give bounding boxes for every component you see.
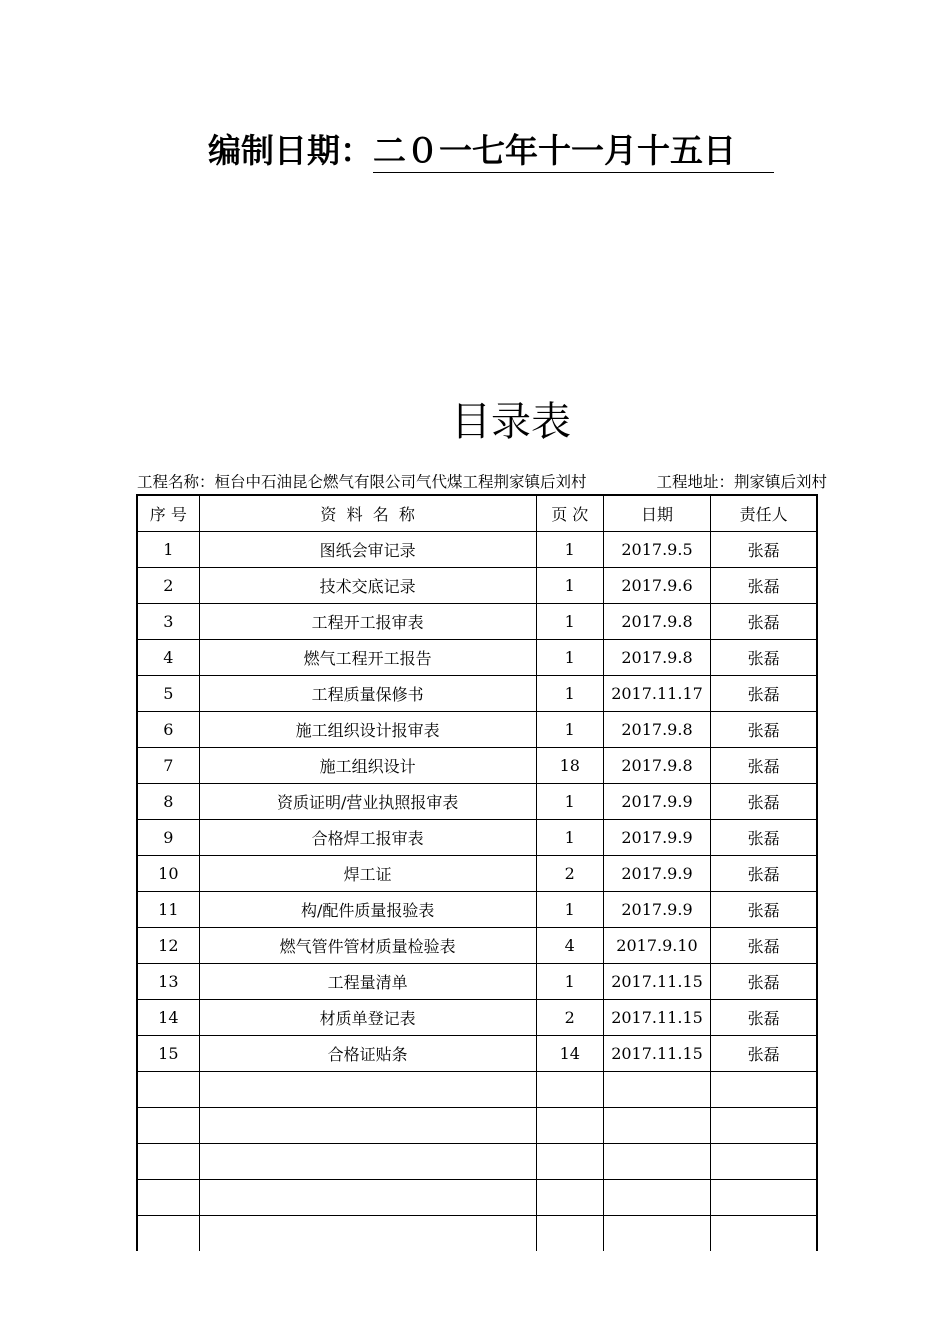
cell-owner: 张磊 xyxy=(711,604,817,640)
cell-owner: 张磊 xyxy=(711,1036,817,1072)
cell-date: 2017.11.15 xyxy=(603,1000,710,1036)
cell-name: 资质证明/营业执照报审表 xyxy=(199,784,536,820)
table-row xyxy=(137,1144,817,1180)
table-row xyxy=(137,1072,817,1108)
cell-date xyxy=(603,1108,710,1144)
project-address xyxy=(656,471,827,493)
cell-pages xyxy=(536,1216,603,1252)
cell-owner xyxy=(711,1216,817,1252)
cell-pages: 18 xyxy=(536,748,603,784)
cell-name: 施工组织设计 xyxy=(199,748,536,784)
cell-owner: 张磊 xyxy=(711,676,817,712)
cell-owner xyxy=(711,1072,817,1108)
cell-date: 2017.9.9 xyxy=(603,820,710,856)
cell-name: 施工组织设计报审表 xyxy=(199,712,536,748)
cell-date xyxy=(603,1180,710,1216)
header-date: 日期 xyxy=(603,495,710,532)
cell-name: 燃气管件管材质量检验表 xyxy=(199,928,536,964)
cell-no: 12 xyxy=(137,928,199,964)
cell-pages: 1 xyxy=(536,568,603,604)
cell-date: 2017.9.6 xyxy=(603,568,710,604)
table-row xyxy=(137,1216,817,1252)
cell-owner: 张磊 xyxy=(711,640,817,676)
cell-name xyxy=(199,1180,536,1216)
compile-date-label: 编制日期： xyxy=(208,131,373,170)
cell-no xyxy=(137,1144,199,1180)
cell-no: 7 xyxy=(137,748,199,784)
cell-date: 2017.9.10 xyxy=(603,928,710,964)
table-row xyxy=(137,784,817,820)
cell-date: 2017.9.8 xyxy=(603,748,710,784)
cell-name: 材质单登记表 xyxy=(199,1000,536,1036)
cell-pages: 1 xyxy=(536,784,603,820)
table-row xyxy=(137,856,817,892)
cell-no: 5 xyxy=(137,676,199,712)
cell-name: 技术交底记录 xyxy=(199,568,536,604)
cell-pages: 1 xyxy=(536,676,603,712)
cell-date xyxy=(603,1072,710,1108)
cell-date: 2017.9.8 xyxy=(603,712,710,748)
cell-name: 图纸会审记录 xyxy=(199,532,536,568)
cell-name: 焊工证 xyxy=(199,856,536,892)
cell-no: 2 xyxy=(137,568,199,604)
table-row xyxy=(137,1108,817,1144)
cell-name: 工程量清单 xyxy=(199,964,536,1000)
cell-pages: 1 xyxy=(536,964,603,1000)
cell-pages xyxy=(536,1108,603,1144)
project-name xyxy=(137,471,587,493)
table-row xyxy=(137,712,817,748)
cell-no: 9 xyxy=(137,820,199,856)
cell-owner: 张磊 xyxy=(711,532,817,568)
cell-no xyxy=(137,1072,199,1108)
header-name: 资 料 名 称 xyxy=(199,495,536,532)
cell-owner xyxy=(711,1144,817,1180)
cell-pages: 2 xyxy=(536,856,603,892)
cell-date: 2017.11.17 xyxy=(603,676,710,712)
table-row xyxy=(137,964,817,1000)
cell-owner: 张磊 xyxy=(711,964,817,1000)
cell-pages: 1 xyxy=(536,820,603,856)
table-row xyxy=(137,1036,817,1072)
cell-no: 8 xyxy=(137,784,199,820)
table-row xyxy=(137,604,817,640)
table-row xyxy=(137,568,817,604)
page-title: 目录表 xyxy=(451,399,571,445)
cell-date: 2017.11.15 xyxy=(603,964,710,1000)
cell-pages: 1 xyxy=(536,892,603,928)
cell-date: 2017.9.9 xyxy=(603,856,710,892)
project-address-label: 工程地址： xyxy=(656,473,734,491)
cell-no: 15 xyxy=(137,1036,199,1072)
project-name-label: 工程名称： xyxy=(137,473,215,491)
project-address-value: 荆家镇后刘村 xyxy=(733,473,827,491)
cell-date: 2017.9.5 xyxy=(603,532,710,568)
cell-date: 2017.9.9 xyxy=(603,892,710,928)
cell-name: 燃气工程开工报告 xyxy=(199,640,536,676)
cell-name: 工程开工报审表 xyxy=(199,604,536,640)
cell-no: 13 xyxy=(137,964,199,1000)
cell-name: 工程质量保修书 xyxy=(199,676,536,712)
table-header-row xyxy=(137,495,817,532)
table-row xyxy=(137,892,817,928)
cell-name xyxy=(199,1108,536,1144)
table-row xyxy=(137,1180,817,1216)
table-row xyxy=(137,676,817,712)
cell-owner xyxy=(711,1108,817,1144)
table-row xyxy=(137,748,817,784)
cell-no: 4 xyxy=(137,640,199,676)
cell-owner: 张磊 xyxy=(711,1000,817,1036)
cell-no: 14 xyxy=(137,1000,199,1036)
cell-owner: 张磊 xyxy=(711,856,817,892)
cell-date: 2017.9.8 xyxy=(603,640,710,676)
cell-no xyxy=(137,1180,199,1216)
table-row xyxy=(137,532,817,568)
cell-no: 11 xyxy=(137,892,199,928)
cell-owner: 张磊 xyxy=(711,748,817,784)
cell-no: 10 xyxy=(137,856,199,892)
cell-owner: 张磊 xyxy=(711,712,817,748)
cell-pages: 1 xyxy=(536,604,603,640)
table-row xyxy=(137,928,817,964)
cell-pages: 14 xyxy=(536,1036,603,1072)
cell-pages: 2 xyxy=(536,1000,603,1036)
table-row xyxy=(137,640,817,676)
cell-name: 构/配件质量报验表 xyxy=(199,892,536,928)
cell-date xyxy=(603,1216,710,1252)
header-no: 序 号 xyxy=(137,495,199,532)
table-row xyxy=(137,820,817,856)
cell-name xyxy=(199,1216,536,1252)
cell-owner xyxy=(711,1180,817,1216)
cell-name xyxy=(199,1072,536,1108)
compile-date-value: 二０一七年十一月十五日 xyxy=(373,130,774,173)
header-pages: 页 次 xyxy=(536,495,603,532)
cell-pages xyxy=(536,1144,603,1180)
cell-pages: 1 xyxy=(536,532,603,568)
project-name-value: 桓台中石油昆仑燃气有限公司气代煤工程荆家镇后刘村 xyxy=(214,473,587,491)
cell-owner: 张磊 xyxy=(711,784,817,820)
cell-pages xyxy=(536,1180,603,1216)
cell-name xyxy=(199,1144,536,1180)
cell-no xyxy=(137,1108,199,1144)
cell-pages: 1 xyxy=(536,712,603,748)
cell-no: 6 xyxy=(137,712,199,748)
contents-table xyxy=(136,494,818,1251)
cell-owner: 张磊 xyxy=(711,568,817,604)
cell-owner: 张磊 xyxy=(711,820,817,856)
header-owner: 责任人 xyxy=(711,495,817,532)
cell-no: 1 xyxy=(137,532,199,568)
cell-date: 2017.9.9 xyxy=(603,784,710,820)
cell-pages xyxy=(536,1072,603,1108)
cell-date: 2017.9.8 xyxy=(603,604,710,640)
cell-pages: 4 xyxy=(536,928,603,964)
table-row xyxy=(137,1000,817,1036)
cell-date: 2017.11.15 xyxy=(603,1036,710,1072)
cell-owner: 张磊 xyxy=(711,892,817,928)
cell-owner: 张磊 xyxy=(711,928,817,964)
cell-no: 3 xyxy=(137,604,199,640)
table-body xyxy=(137,532,817,1252)
cell-date xyxy=(603,1144,710,1180)
compile-date xyxy=(208,128,774,174)
cell-no xyxy=(137,1216,199,1252)
cell-pages: 1 xyxy=(536,640,603,676)
cell-name: 合格焊工报审表 xyxy=(199,820,536,856)
project-info xyxy=(137,471,827,493)
cell-name: 合格证贴条 xyxy=(199,1036,536,1072)
